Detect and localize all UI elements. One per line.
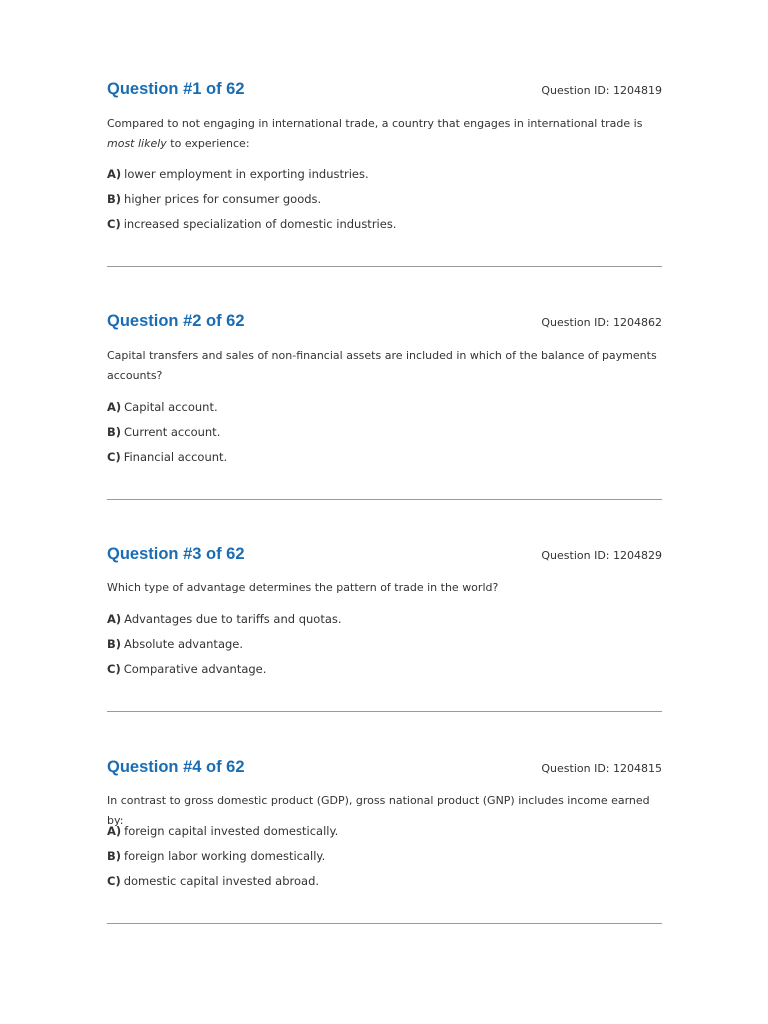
answer-option-c[interactable] [107,874,319,888]
divider [107,266,662,267]
answer-option-c[interactable] [107,217,396,231]
question-text: Compared to not engaging in international trade, a country that engages in international trade is most likely to experience: [107,117,643,150]
option-letter: C) [107,450,121,464]
question-header [107,312,662,336]
option-letter: B) [107,849,122,863]
option-text: lower employment in exporting industries. [124,167,369,181]
answer-option-b[interactable] [107,637,243,651]
question-id: Question ID: 1204815 [541,762,662,775]
option-letter: A) [107,167,122,181]
divider [107,499,662,500]
question-title: Question #2 of 62 [107,312,245,330]
option-letter: B) [107,637,122,651]
divider [107,923,662,924]
question-id: Question ID: 1204862 [541,316,662,329]
answer-option-c[interactable] [107,450,227,464]
option-text: Financial account. [123,450,228,464]
option-text: Capital account. [124,400,218,414]
answer-option-b[interactable] [107,425,220,439]
option-letter: A) [107,824,122,838]
answer-option-c[interactable] [107,662,266,676]
question-text: Which type of advantage determines the pattern of trade in the world? [107,581,499,594]
option-text: Absolute advantage. [124,637,244,651]
question-header [107,758,662,782]
question-title: Question #4 of 62 [107,758,245,776]
option-text: domestic capital invested abroad. [123,874,320,888]
emphasis-text: most likely [107,137,167,150]
question-title: Question #3 of 62 [107,545,245,563]
question-block-4 [107,758,662,888]
question-text: In contrast to gross domestic product (GDP), gross national product (GNP) includes income earned by: [107,794,650,827]
option-letter: C) [107,662,121,676]
option-text: foreign capital invested domestically. [124,824,339,838]
option-text: foreign labor working domestically. [124,849,326,863]
answer-option-a[interactable] [107,400,218,414]
question-header [107,80,662,104]
answer-option-a[interactable] [107,612,342,626]
option-letter: B) [107,425,122,439]
question-block-3 [107,545,662,676]
divider [107,711,662,712]
question-header [107,545,662,569]
question-block-1 [107,80,662,231]
option-letter: C) [107,874,121,888]
answer-option-b[interactable] [107,192,321,206]
question-text: Capital transfers and sales of non-financial assets are included in which of the balance of payments accounts? [107,349,657,382]
answer-option-a[interactable] [107,824,338,838]
option-text: Advantages due to tariffs and quotas. [124,612,342,626]
option-text: Current account. [124,425,221,439]
question-id: Question ID: 1204819 [541,84,662,97]
question-title: Question #1 of 62 [107,80,245,98]
question-block-2 [107,312,662,464]
answer-option-a[interactable] [107,167,369,181]
option-text: higher prices for consumer goods. [124,192,322,206]
option-text: Comparative advantage. [123,662,267,676]
option-letter: B) [107,192,122,206]
option-letter: C) [107,217,121,231]
question-id: Question ID: 1204829 [541,549,662,562]
option-text: increased specialization of domestic industries. [123,217,397,231]
option-letter: A) [107,400,122,414]
option-letter: A) [107,612,122,626]
answer-option-b[interactable] [107,849,325,863]
